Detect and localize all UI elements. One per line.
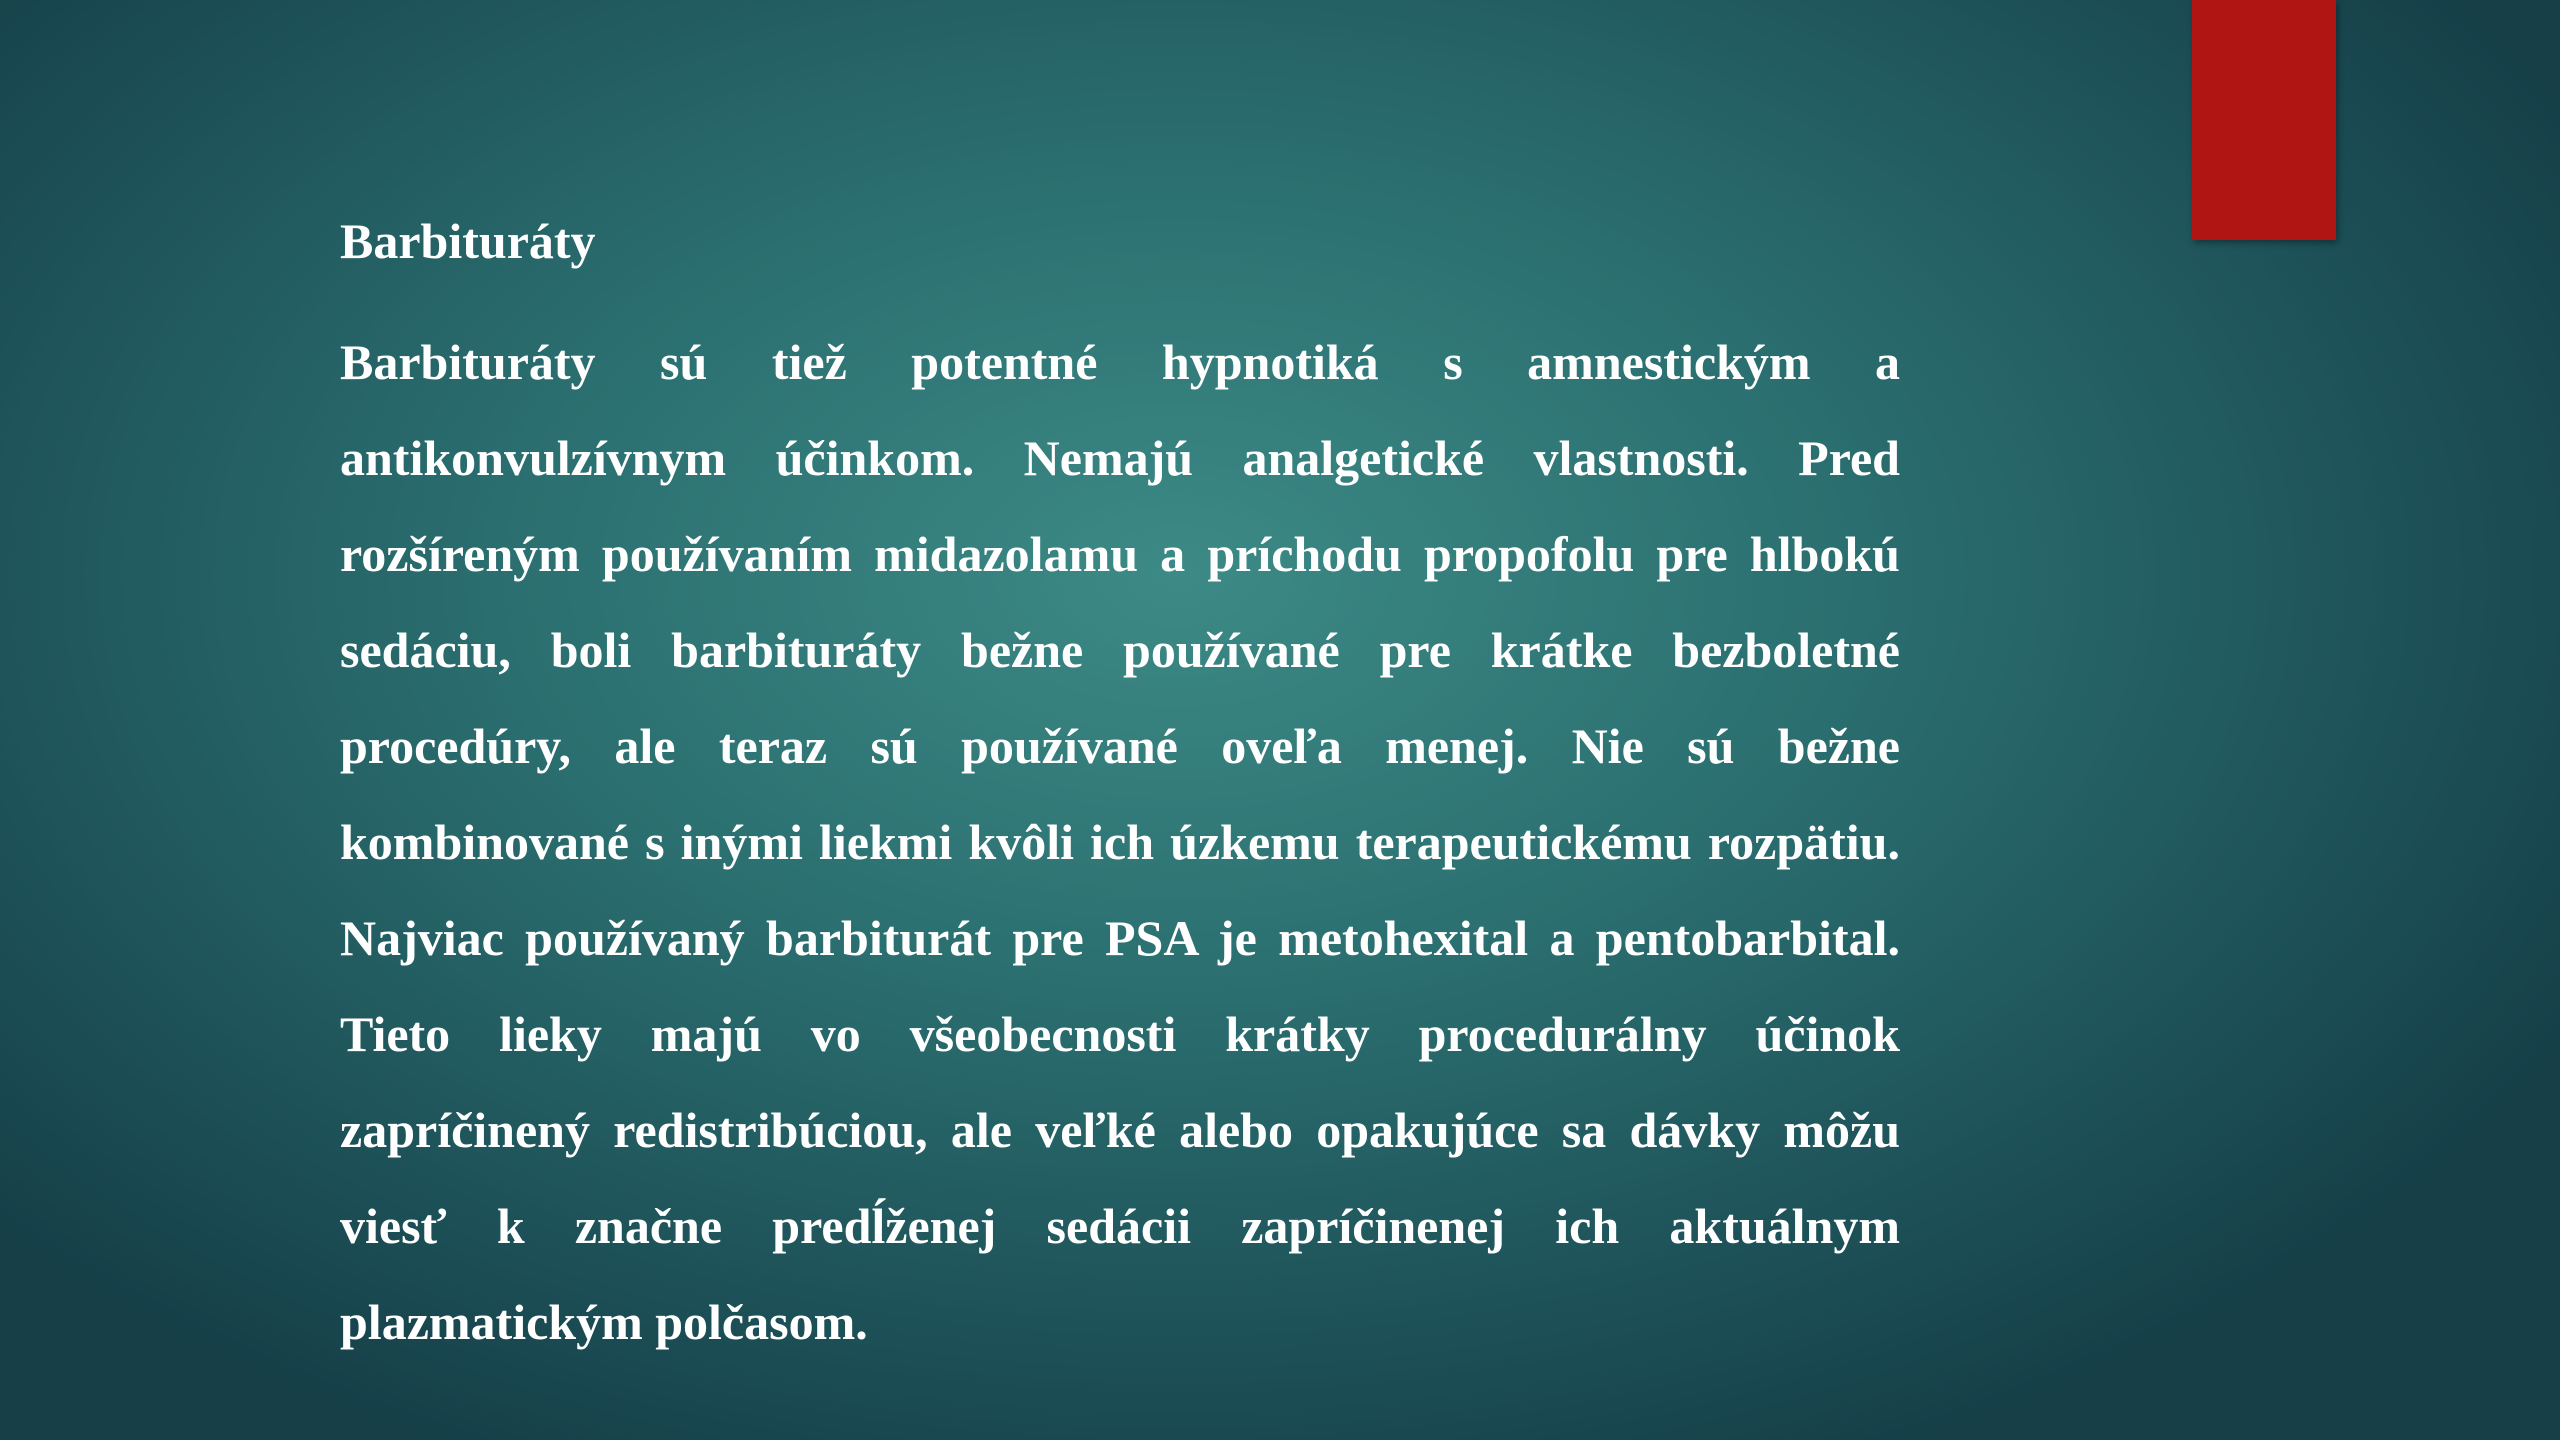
accent-bar — [2192, 0, 2336, 240]
slide-heading: Barbituráty — [340, 213, 596, 269]
slide-paragraph: Barbituráty sú tiež potentné hypnotiká s amnestickým a antikonvulzívnym účinkom. Nemajú analgetické vlastnosti. Pred rozšíreným používaním midazolamu a príchodu propofolu pre hlbokú sedáciu, boli barbituráty bežne používané pre krátke bezboletné procedúry, ale teraz sú používané oveľa menej. Nie sú bežne kombinované s inými liekmi kvôli ich úzkemu terapeutickému rozpätiu. Najviac používaný barbiturát pre PSA je metohexital a pentobarbital. Tieto lieky majú vo všeobecnosti krátky procedurálny účinok zapríčinený redistribúciou, ale veľké alebo opakujúce sa dávky môžu viesť k značne predĺženej sedácii zapríčinenej ich aktuálnym plazmatickým polčasom. — [340, 334, 1900, 1350]
slide-content — [340, 208, 1900, 1370]
